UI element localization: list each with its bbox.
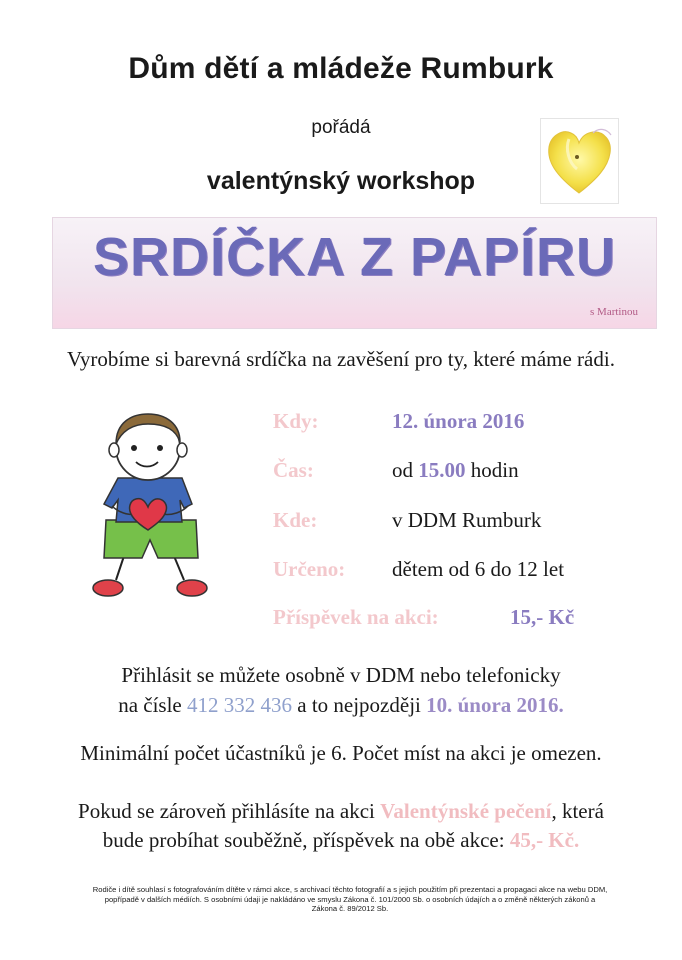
combo-line1 — [0, 799, 682, 824]
organization-title: Dům dětí a mládeže Rumburk — [128, 52, 554, 85]
banner-subtitle: s Martinou — [590, 306, 638, 318]
legal-notice — [60, 885, 640, 914]
legal-line2: popřípadě v dalších médiích. S osobními údaji je nakládáno ve smyslu Zákona č. 101/2000 Sb. o osobních údajích a o změně některých zákonů a — [104, 894, 596, 904]
registration-deadline: 10. února 2016. — [426, 693, 564, 717]
when-value: 12. února 2016 — [392, 409, 525, 433]
combo-event-name: Valentýnské pečení — [380, 799, 552, 823]
fee-value: 15,- Kč — [510, 605, 575, 629]
banner-title: SRDÍČKA Z PAPÍRU — [92, 227, 616, 287]
fee-label: Příspěvek na akci: — [273, 605, 439, 629]
when-label: Kdy: — [273, 409, 319, 433]
combo-prefix: Pokud se zároveň přihlásíte na akci — [78, 799, 375, 823]
for-value: dětem od 6 do 12 let — [392, 557, 565, 581]
time-label: Čas: — [273, 458, 314, 482]
child-illustration — [88, 408, 218, 608]
combo-line2 — [0, 828, 682, 853]
registration-line2 — [0, 693, 682, 718]
time-hour: 15.00 — [418, 458, 466, 482]
combo-line2-prefix: bude probíhat souběžně, příspěvek na obě akce: — [102, 828, 505, 852]
phone-number: 412 332 436 — [187, 693, 292, 717]
legal-line1: Rodiče i dítě souhlasí s fotografováním dítěte v rámci akce, s archivací těchto fotografií a s jejich použitím při prezentaci a propagaci akce na webu DDM, — [92, 885, 608, 894]
intro-text: Vyrobíme si barevná srdíčka na zavěšení pro ty, které máme rádi. — [67, 347, 615, 371]
presents-text: pořádá — [311, 117, 371, 138]
registration-line1: Přihlásit se můžete osobně v DDM nebo telefonicky — [121, 663, 561, 687]
child-holding-heart-icon — [88, 408, 218, 608]
registration-mid: a to nejpozději — [297, 693, 421, 717]
for-label: Určeno: — [273, 557, 346, 581]
event-type: valentýnský workshop — [206, 167, 476, 195]
legal-line3: Zákona č. 89/2012 Sb. — [311, 904, 389, 913]
combo-price: 45,- Kč. — [509, 828, 580, 852]
title-banner — [52, 217, 657, 329]
capacity-text: Minimální počet účastníků je 6. Počet míst na akci je omezen. — [80, 741, 602, 765]
registration-prefix: na čísle — [118, 693, 182, 717]
combo-suffix: , která — [551, 799, 604, 823]
time-prefix: od — [392, 458, 413, 482]
time-suffix: hodin — [470, 458, 519, 482]
time-value — [392, 458, 519, 483]
where-label: Kde: — [273, 508, 318, 532]
where-value: v DDM Rumburk — [392, 508, 542, 532]
